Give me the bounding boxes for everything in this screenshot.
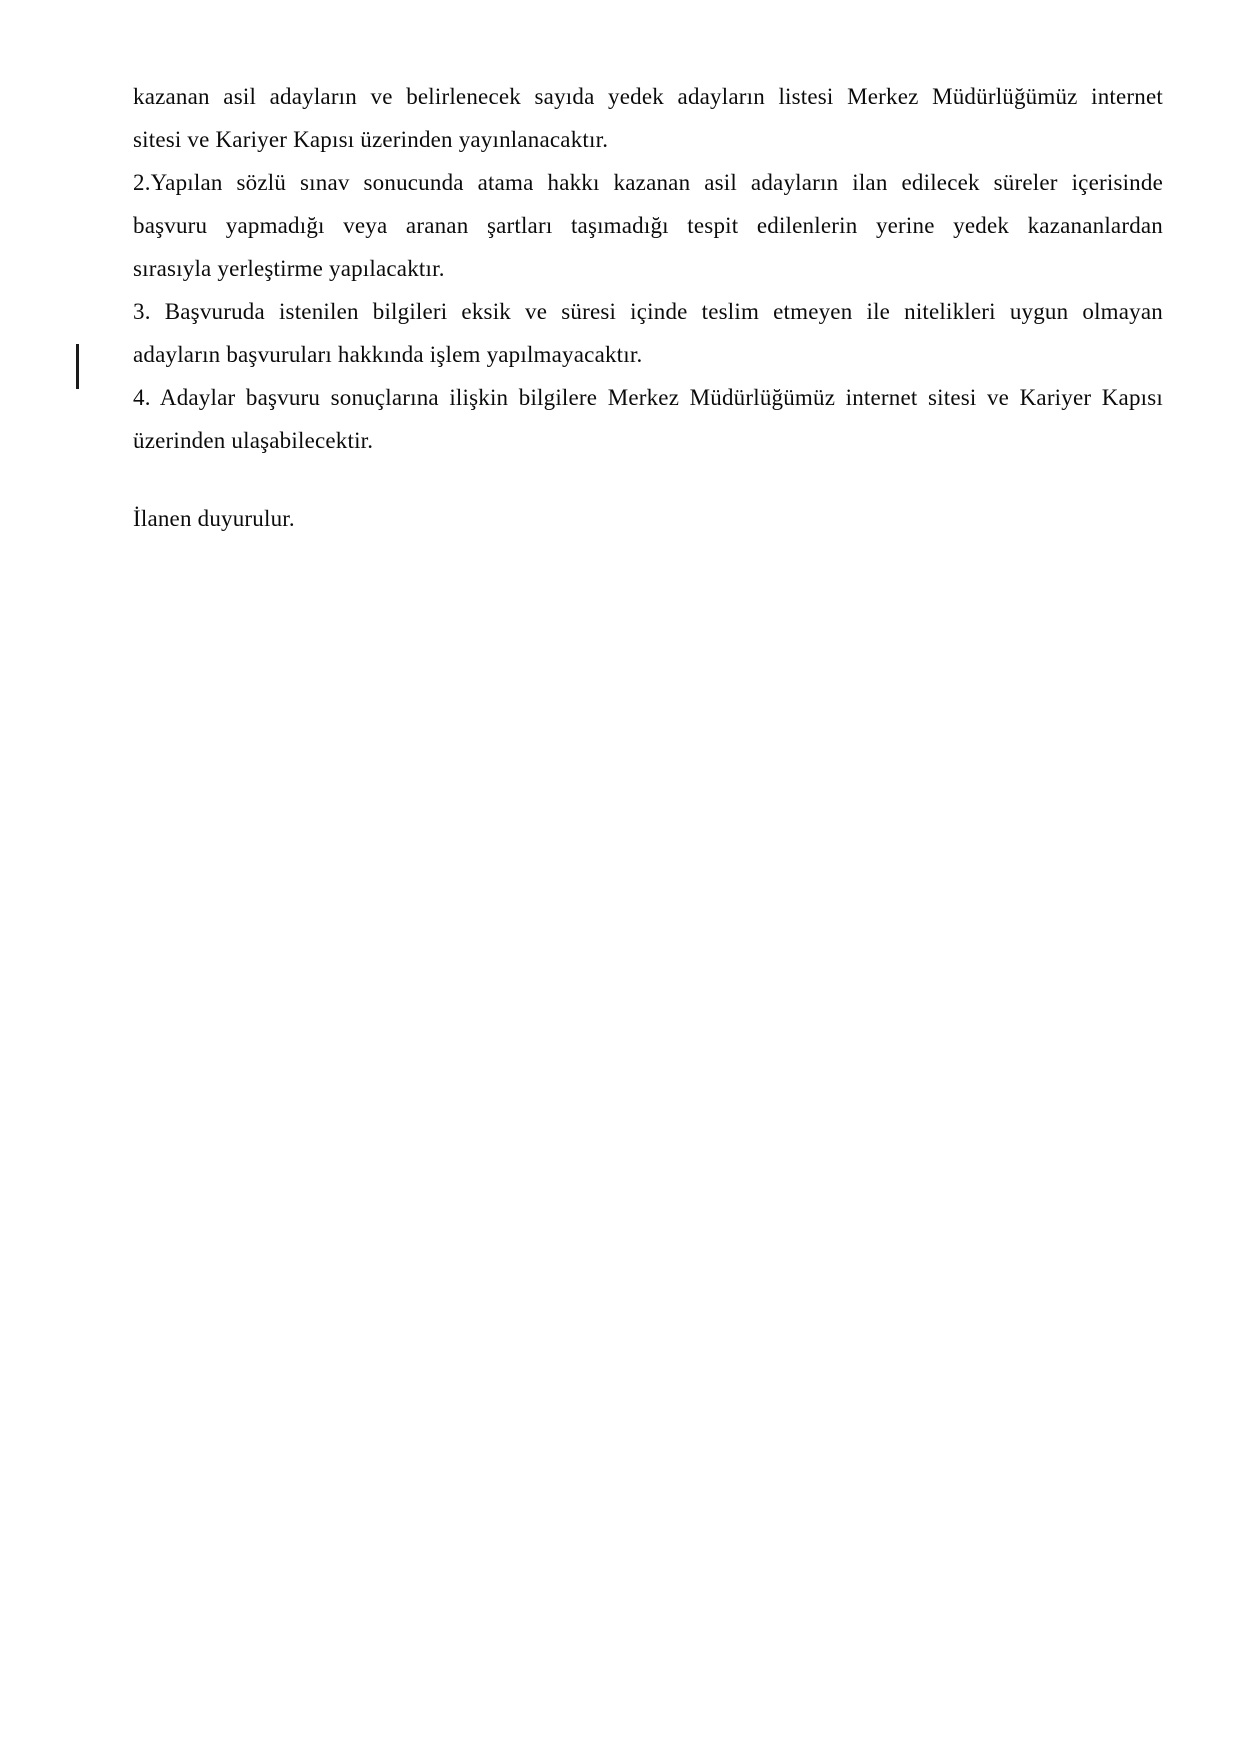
document-line: başvuru yapmadığı veya aranan şartları taşımadığı tespit edilenlerin yerine yedek kazananlardan	[133, 213, 1163, 238]
document-line: sırasıyla yerleştirme yapılacaktır.	[133, 256, 445, 281]
document-line: sitesi ve Kariyer Kapısı üzerinden yayınlanacaktır.	[133, 127, 609, 152]
document-line: adayların başvuruları hakkında işlem yapılmayacaktır.	[133, 342, 643, 367]
document-line: 2.Yapılan sözlü sınav sonucunda atama hakkı kazanan asil adayların ilan edilecek süreler içerisinde	[133, 170, 1163, 195]
document-line: üzerinden ulaşabilecektir.	[133, 428, 374, 453]
document-line: 3. Başvuruda istenilen bilgileri eksik ve süresi içinde teslim etmeyen ile nitelikleri uygun olmayan	[133, 299, 1163, 324]
revision-change-bar	[76, 344, 79, 389]
document-line: kazanan asil adayların ve belirlenecek sayıda yedek adayların listesi Merkez Müdürlüğümüz internet	[133, 84, 1163, 109]
document-line: 4. Adaylar başvuru sonuçlarına ilişkin bilgilere Merkez Müdürlüğümüz internet sitesi ve Kariyer Kapısı	[133, 385, 1163, 410]
document-line: İlanen duyurulur.	[133, 506, 295, 531]
document-text-block	[133, 75, 1163, 540]
